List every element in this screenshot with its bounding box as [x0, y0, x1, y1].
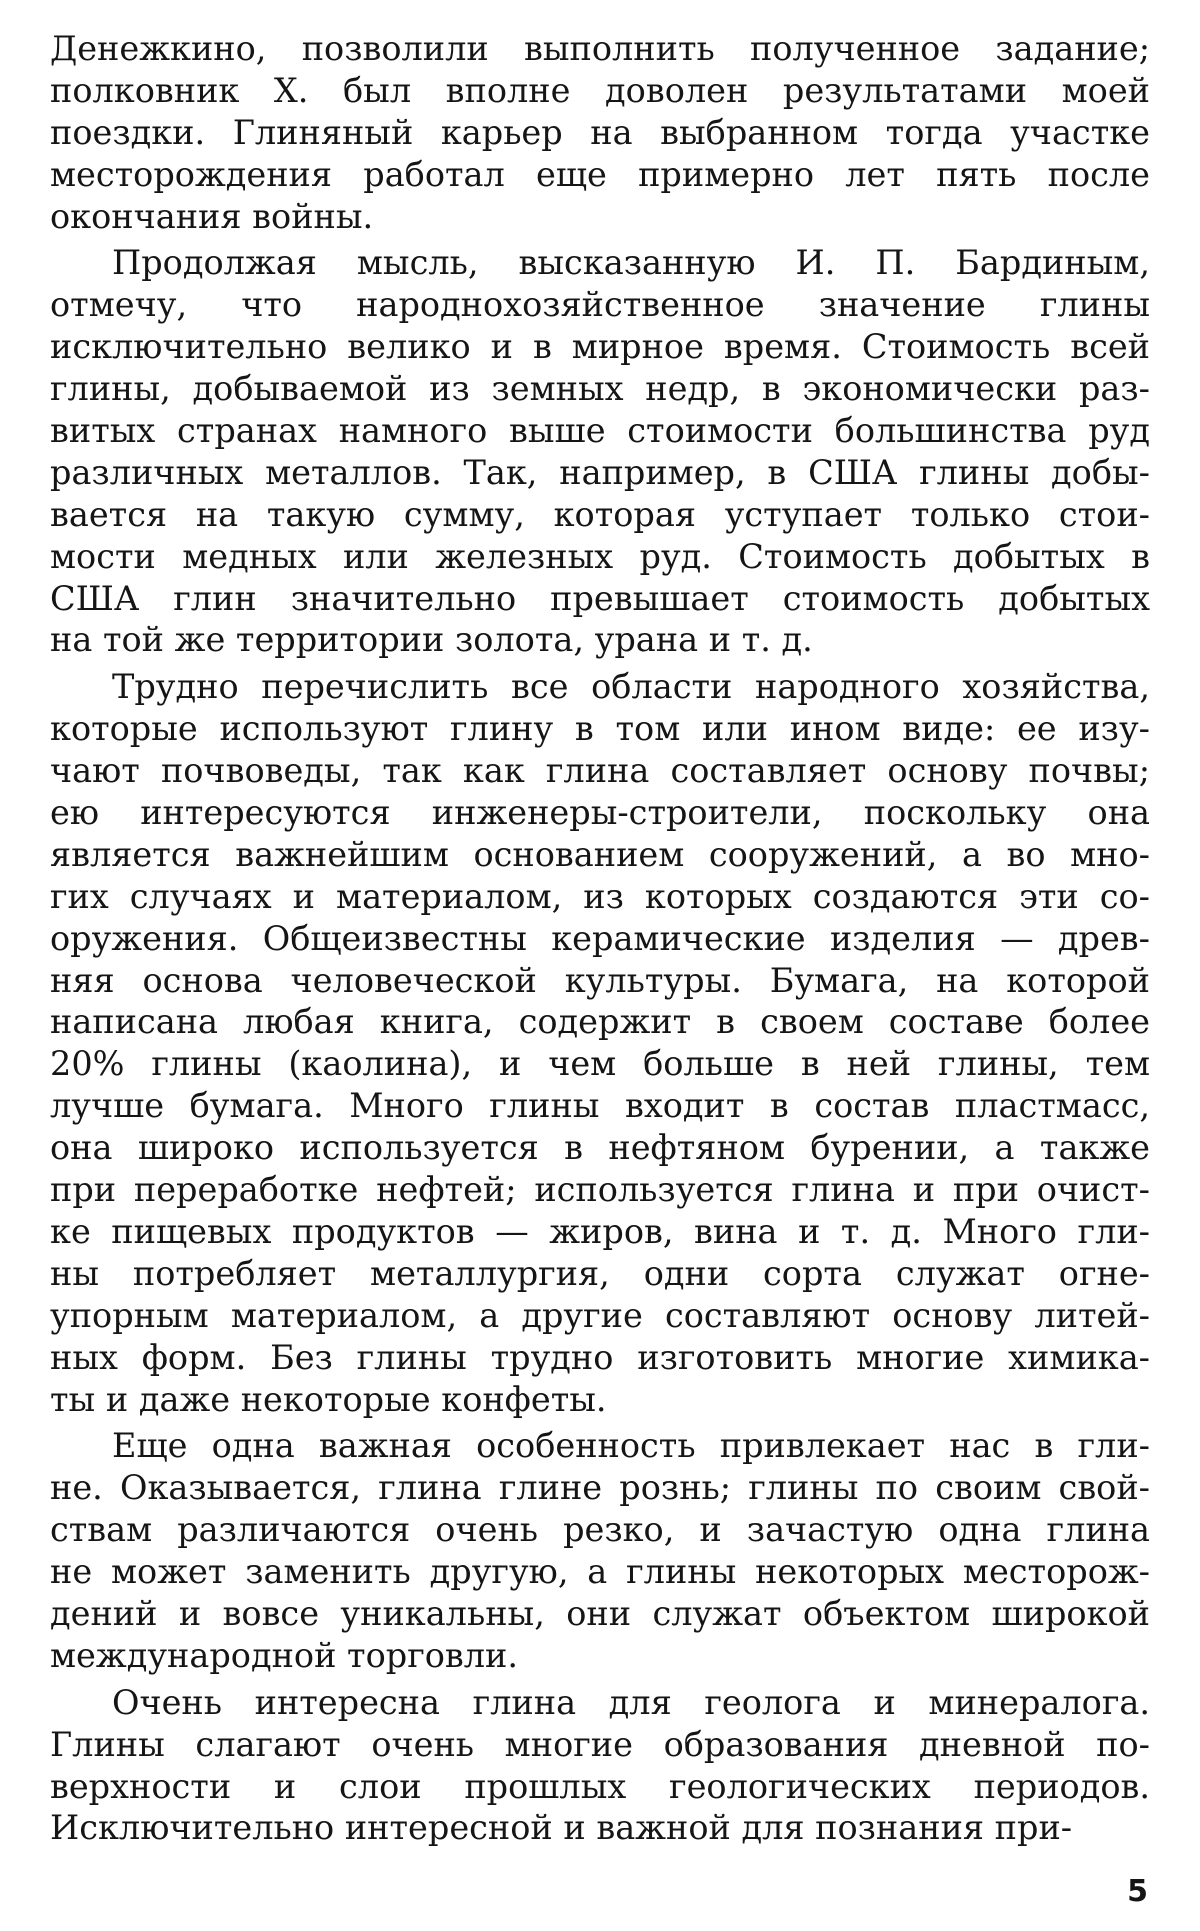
paragraph	[50, 242, 1150, 661]
text-line: няя основа человеческой культуры. Бумага, на которой	[50, 960, 1150, 1000]
text-line: глины, добываемой из земных недр, в экономически раз-	[50, 369, 1150, 409]
text-line: полковник Х. был вполне доволен результатами моей	[50, 70, 1150, 110]
text-line: при переработке нефтей; используется глина и при очист-	[50, 1170, 1150, 1210]
text-line: США глин значительно превышает стоимость добытых	[50, 578, 1150, 618]
text-line: чают почвоведы, так как глина составляет основу почвы;	[50, 751, 1150, 791]
body-text	[50, 28, 1150, 1849]
text-line: Трудно перечислить все области народного хозяйства,	[112, 667, 1150, 707]
text-line: ны потребляет металлургия, одни сорта служат огне-	[50, 1253, 1150, 1293]
text-line: гих случаях и материалом, из которых создаются эти со-	[50, 876, 1150, 916]
text-line: витых странах намного выше стоимости большинства руд	[50, 411, 1150, 451]
text-line: мости медных или железных руд. Стоимость добытых в	[50, 536, 1150, 576]
text-line: отмечу, что народнохозяйственное значение глины	[50, 285, 1150, 325]
text-line: написана любая книга, содержит в своем составе более	[50, 1002, 1150, 1042]
text-line: исключительно велико и в мирное время. Стоимость всей	[50, 327, 1150, 367]
text-line: не может заменить другую, а глины некоторых месторож-	[50, 1552, 1150, 1592]
text-line: Денежкино, позволили выполнить полученное задание;	[50, 29, 1150, 68]
text-line: Очень интересна глина для геолога и минералога.	[112, 1682, 1150, 1722]
text-line: ных форм. Без глины трудно изготовить многие химика-	[50, 1337, 1150, 1377]
page-number: 5	[1127, 1874, 1148, 1909]
text-line: является важнейшим основанием сооружений, а во мно-	[50, 834, 1150, 874]
text-line: которые используют глину в том или ином виде: ее изу-	[50, 709, 1150, 749]
text-line: она широко используется в нефтяном бурении, а также	[50, 1128, 1150, 1168]
text-line: вается на такую сумму, которая уступает только стои-	[50, 494, 1150, 534]
paragraph	[50, 28, 1150, 237]
text-line: Исключительно интересной и важной для познания при-	[50, 1808, 1073, 1848]
text-line: упорным материалом, а другие составляют основу литей-	[50, 1295, 1150, 1335]
text-line: окончания войны.	[50, 196, 374, 236]
text-line: Еще одна важная особенность привлекает нас в гли-	[112, 1426, 1150, 1466]
text-line: ею интересуются инженеры-строители, поскольку она	[50, 793, 1150, 833]
text-line: оружения. Общеизвестны керамические изделия — древ-	[50, 918, 1150, 958]
text-line: на той же территории золота, урана и т. д.	[50, 620, 813, 660]
text-line: верхности и слои прошлых геологических периодов.	[50, 1766, 1150, 1806]
paragraph	[50, 1425, 1150, 1676]
text-line: дений и вовсе уникальны, они служат объектом широкой	[50, 1593, 1150, 1633]
text-line: Глины слагают очень многие образования дневной по-	[50, 1724, 1150, 1764]
text-line: месторождения работал еще примерно лет пять после	[50, 154, 1150, 194]
text-line: не. Оказывается, глина глине рознь; глины по своим свой-	[50, 1468, 1150, 1508]
text-line: международной торговли.	[50, 1635, 519, 1675]
text-line: лучше бумага. Много глины входит в состав пластмасс,	[50, 1086, 1150, 1126]
text-line: ке пищевых продуктов — жиров, вина и т. д. Много гли-	[50, 1211, 1150, 1251]
text-line: ты и даже некоторые конфеты.	[50, 1379, 607, 1419]
text-line: ствам различаются очень резко, и зачастую одна глина	[50, 1510, 1150, 1550]
text-line: Продолжая мысль, высказанную И. П. Бардиным,	[112, 243, 1150, 283]
text-line: различных металлов. Так, например, в США глины добы-	[50, 452, 1150, 492]
paragraph	[50, 1682, 1150, 1850]
paragraph	[50, 666, 1150, 1420]
text-line: поездки. Глиняный карьер на выбранном тогда участке	[50, 112, 1150, 152]
text-line: 20% глины (каолина), и чем больше в ней глины, тем	[50, 1044, 1150, 1084]
